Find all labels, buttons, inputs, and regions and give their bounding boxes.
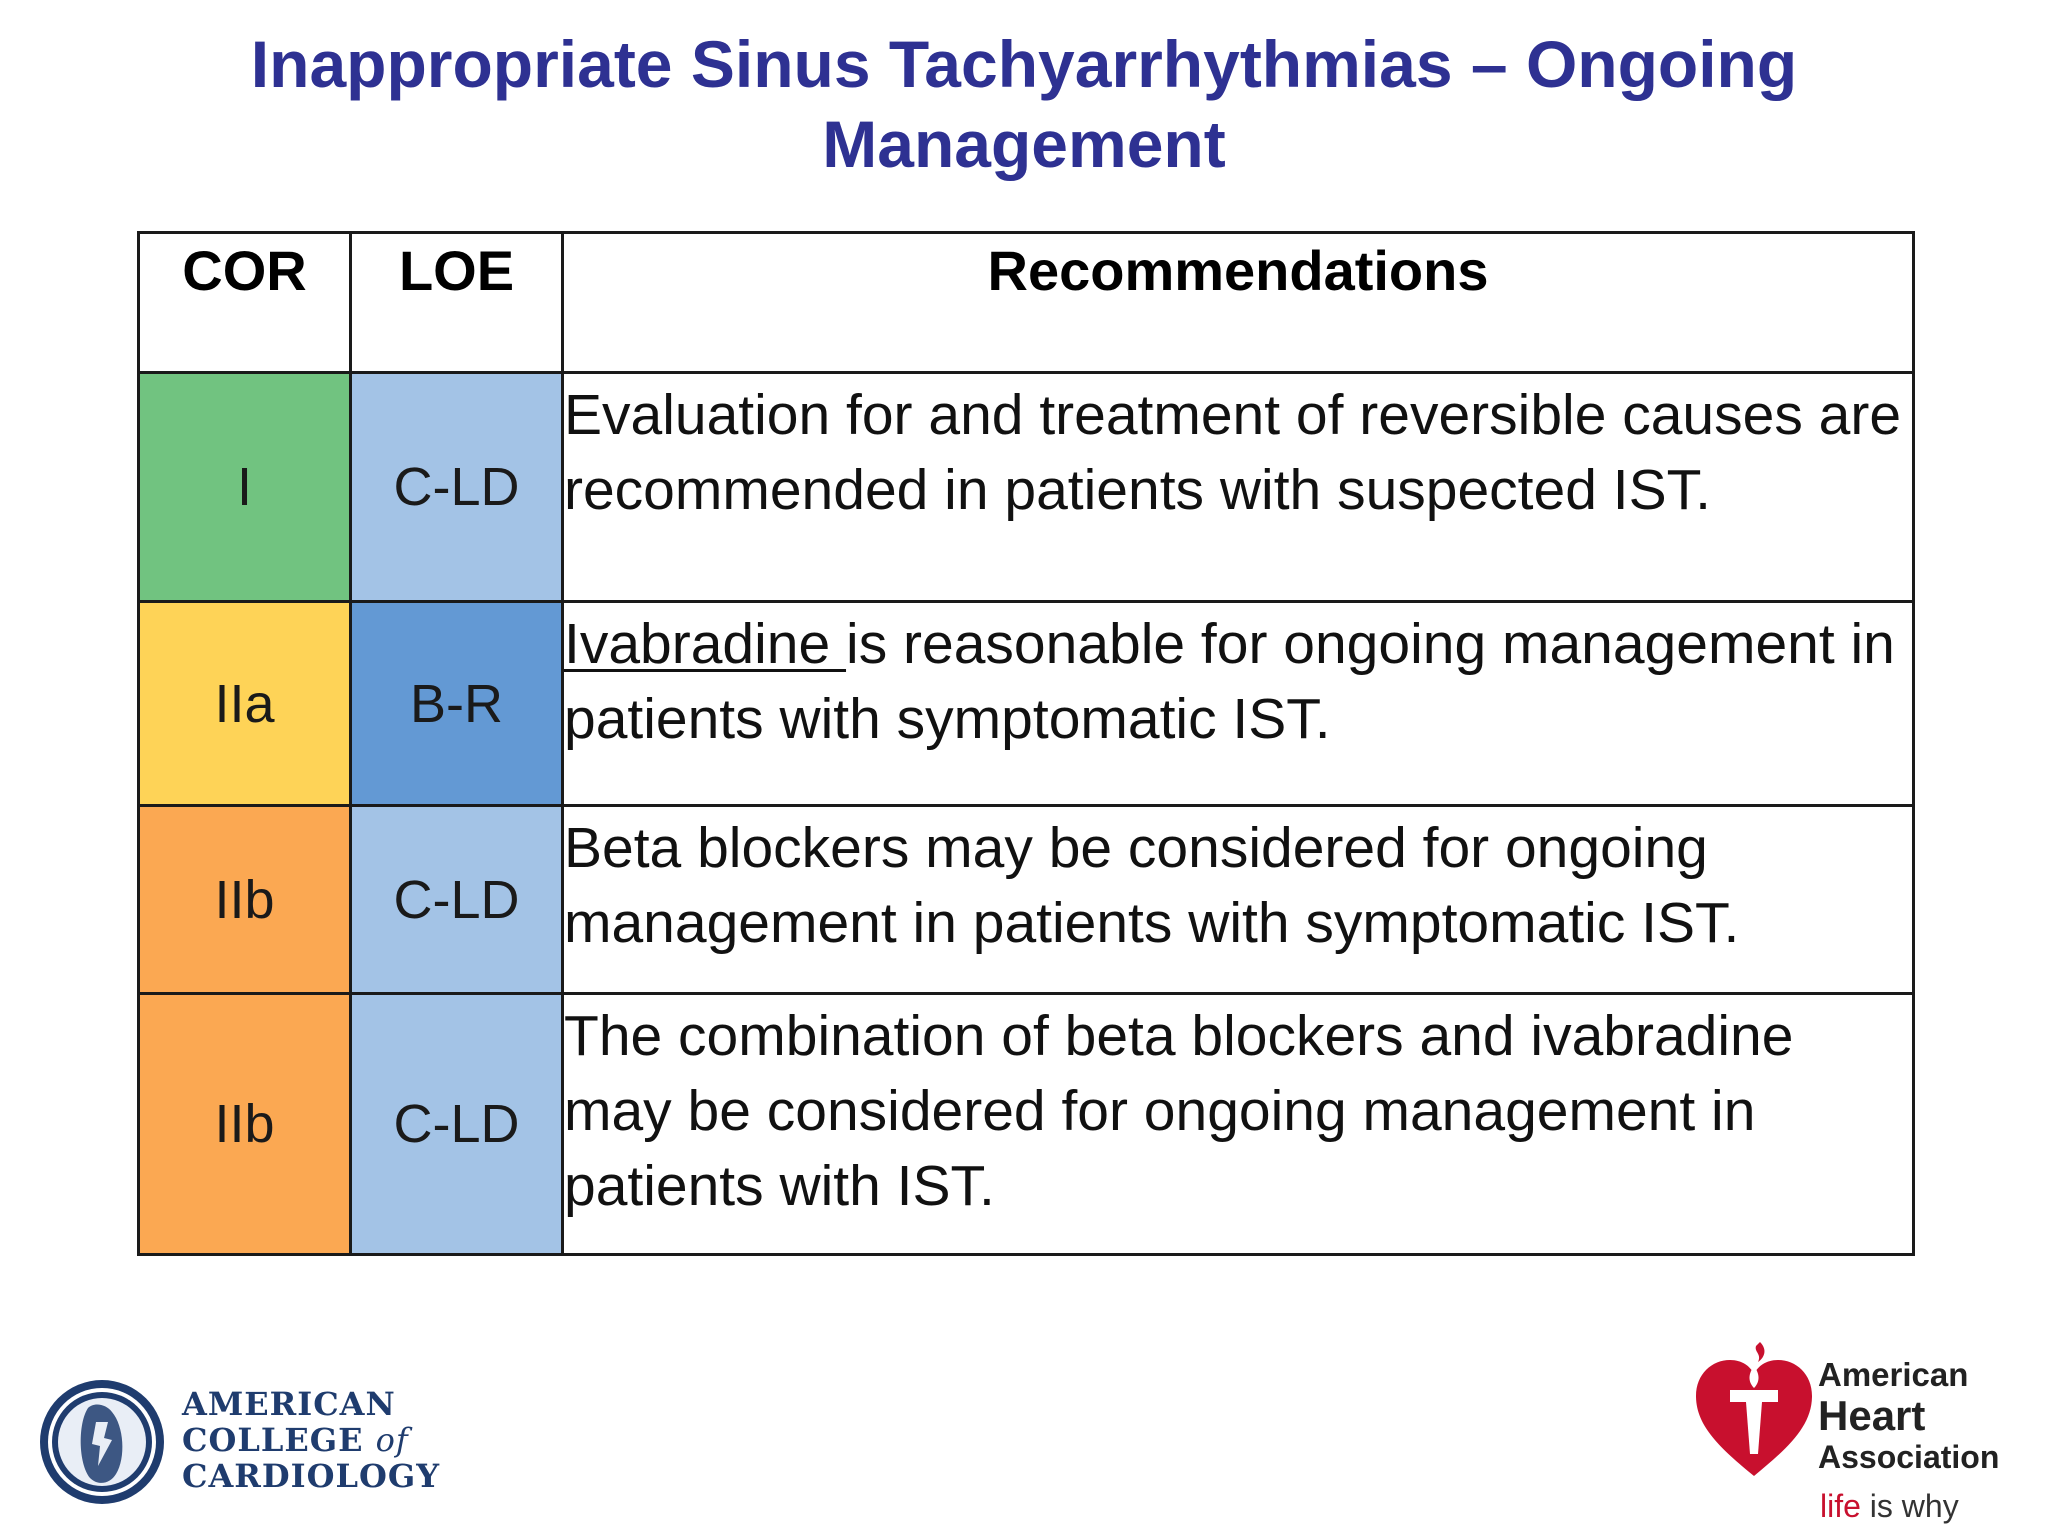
recommendation-cell bbox=[563, 994, 1914, 1255]
aha-wordmark bbox=[1818, 1356, 1999, 1476]
aha-line-3: Association bbox=[1818, 1439, 2000, 1475]
title-line-2: Management bbox=[822, 107, 1226, 181]
recommendation-cell bbox=[563, 373, 1914, 602]
recommendation-text: The combination of beta blockers and ivabradine may be considered for ongoing management in patients with IST. bbox=[564, 1004, 1794, 1218]
acc-line-2: COLLEGE of bbox=[182, 1421, 409, 1459]
acc-logo bbox=[38, 1378, 458, 1508]
loe-cell: C-LD bbox=[351, 806, 563, 994]
aha-tagline: life is why bbox=[1820, 1488, 1959, 1524]
recommendation-text: is reasonable for ongoing management in patients with symptomatic IST. bbox=[564, 612, 1895, 751]
loe-cell: C-LD bbox=[351, 373, 563, 602]
header-cor: COR bbox=[139, 233, 351, 373]
acc-seal-icon bbox=[38, 1378, 166, 1506]
title-line-1: Inappropriate Sinus Tachyarrhythmias – Ongoing bbox=[250, 27, 1798, 101]
recommendations-table bbox=[137, 231, 1915, 1256]
aha-heart-torch-icon bbox=[1690, 1336, 1818, 1486]
ivabradine-link[interactable]: Ivabradine bbox=[564, 612, 847, 676]
acc-line-3: CARDIOLOGY bbox=[182, 1457, 441, 1495]
header-loe: LOE bbox=[351, 233, 563, 373]
acc-line-1: AMERICAN bbox=[182, 1385, 396, 1423]
aha-line-2: Heart bbox=[1818, 1392, 1926, 1439]
loe-cell: B-R bbox=[351, 602, 563, 806]
table-row bbox=[139, 806, 1914, 994]
header-recommendations: Recommendations bbox=[563, 233, 1914, 373]
recommendation-cell bbox=[563, 602, 1914, 806]
table-row bbox=[139, 994, 1914, 1255]
page-title bbox=[0, 24, 2048, 184]
table-row bbox=[139, 373, 1914, 602]
aha-logo bbox=[1690, 1336, 2030, 1526]
acc-wordmark bbox=[182, 1386, 440, 1494]
table-row bbox=[139, 602, 1914, 806]
cor-cell: IIa bbox=[139, 602, 351, 806]
loe-cell: C-LD bbox=[351, 994, 563, 1255]
recommendation-text: Evaluation for and treatment of reversible causes are recommended in patients with suspected IST. bbox=[564, 383, 1902, 522]
aha-line-1: American bbox=[1818, 1356, 1969, 1393]
recommendation-cell bbox=[563, 806, 1914, 994]
recommendation-text: Beta blockers may be considered for ongoing management in patients with symptomatic IST. bbox=[564, 816, 1740, 955]
table-header-row bbox=[139, 233, 1914, 373]
cor-cell: I bbox=[139, 373, 351, 602]
cor-cell: IIb bbox=[139, 994, 351, 1255]
cor-cell: IIb bbox=[139, 806, 351, 994]
